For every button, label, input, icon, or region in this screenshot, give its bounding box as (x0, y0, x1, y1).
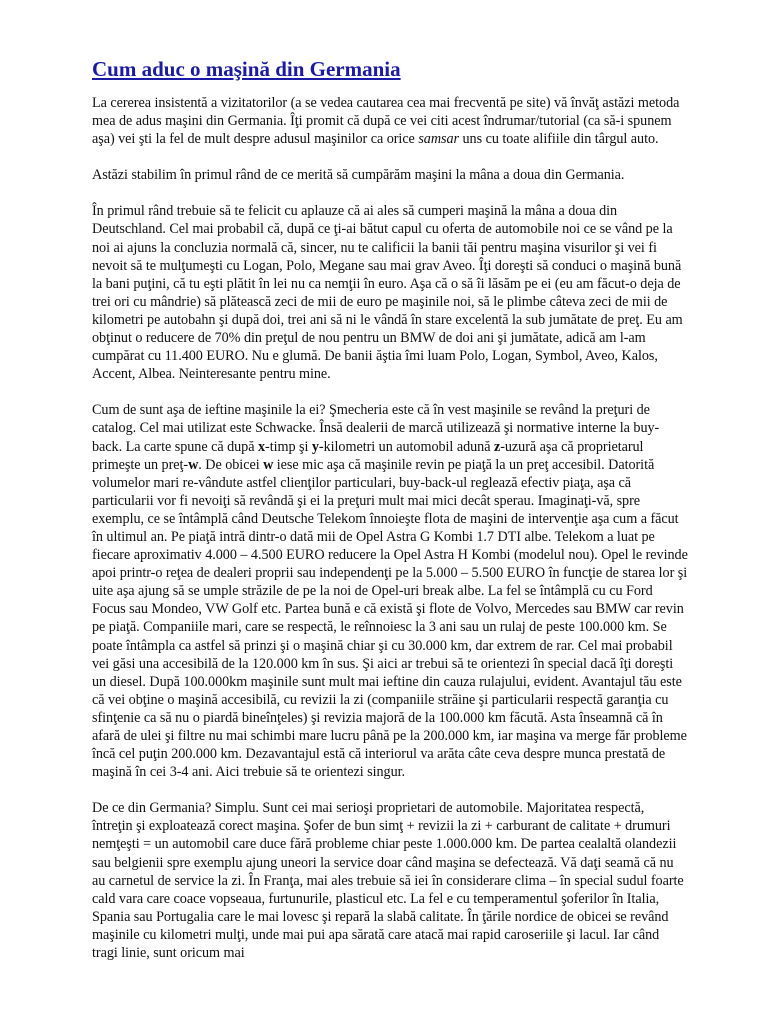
paragraph-why-cheap-text-3: -kilometri un automobil adună (318, 438, 494, 455)
variable-w-second: w (263, 456, 274, 473)
paragraph-why-cheap-text-1: Cum de sunt aşa de ieftine maşinile la ei? Şmecheria este că în vest maşinile se revând la preţuri de catalog. Cel mai utilizat este Schwacke. Însă dealerii de marcă utilizează şi normative interne la buy-back. La carte spune că după (92, 402, 660, 455)
paragraph-intro-text: La cererea insistentă a vizitatorilor (a se vedea cautarea cea mai frecventă pe site) vă învăţ astăzi metoda mea de adus maşini din Germania. Îţi promit că după ce vei citi acest îndrumar/tutorial (ca să-i spunem aşa) vei şti la fel de mult despre adusul maşinilor ca orice (92, 95, 680, 148)
paragraph-intro-italic: samsar (418, 131, 460, 148)
paragraph-why-germany: De ce din Germania? Simplu. Sunt cei mai serioşi proprietari de automobile. Majoritatea respectă, întreţin şi exploatează corect maşina. Şofer de bun simţ + revizii la zi + carburant de calitate + drumuri nemţeşti = un automobil care duce fără probleme chiar peste 1.000.000 km. De partea cealaltă olandezii sau belgienii spre exemplu ajung uneori la service doar când maşina se defectează. Vă daţi seamă că nu au carnetul de service la zi. În Franţa, mai ales trebuie să iei în considerare clima – în special sudul foarte cald vara care coace vopseaua, furtunurile, plasticul etc. La fel e cu temperamentul şoferilor în Italia, Spania sau Portugalia care le mai lovesc şi repară la slabă calitate. În ţările nordice de obicei se revând maşinile cu kilometri mulţi, unde mai pui apa sărată care atacă mai rapid caroseriile şi lacul. Iar când tragi linie, sunt oricum mai (92, 800, 684, 962)
variable-z: z (493, 438, 501, 455)
article-title-link[interactable]: Cum aduc o maşină din Germania (92, 57, 401, 81)
paragraph-why-cheap-text-5: . De obicei (198, 456, 264, 473)
paragraph-congratulations: În primul rând trebuie să te felicit cu aplauze că ai ales să cumperi maşină la mâna a doua din Deutschland. Cel mai probabil că, după ce ţi-ai bătut capul cu oferta de automobile noi ce se vând pe la noi ai ajuns la concluzia normală că, sincer, nu te calificii la banii tăi pentru maşina visurilor şi vei fi nevoit să te mulţumeşti cu Logan, Polo, Megane sau mai grav Aveo. Îţi doreşti să conduci o maşină bună la bani puţini, că tu eşti plătit în lei nu ca nemţii în euro. Aşa că o să îi lăsăm pe ei (eu am făcut-o deja de trei ori cu mândrie) să plătească zeci de mii de euro pe maşinile noi, să le plimbe câteva zeci de mii de kilometri pe autobahn şi după doi, trei ani să ni le vândă în stare excelentă la sub jumătate de preţ. Eu am obţinut o reducere de 70% din preţul de nou pentru un BMW de doi ani şi jumătate, adică am l-am cumpărat cu 11.400 EURO. Nu e glumă. De banii ăştia îmi luam Polo, Logan, Symbol, Aveo, Kalos, Accent, Albea. Neinteresante pentru mine. (92, 203, 683, 383)
paragraph-why-cheap-text-4: -uzură aşa că proprietarul primeşte un preţ- (92, 438, 644, 473)
variable-x: x (257, 438, 266, 455)
variable-w: w (188, 456, 199, 473)
paragraph-why-cheap (92, 401, 688, 781)
variable-y: y (311, 438, 319, 455)
paragraph-purpose: Astăzi stabilim în primul rând de ce merită să cumpărăm maşini la mâna a doua din Germania. (92, 167, 625, 184)
paragraph-why-cheap-text-6: iese mic aşa că maşinile revin pe piaţă la un preţ accesibil. Datorită volumelor mari re-vândute astfel clienţilor particulari, buy-back-ul reglează efectiv piaţa, aşa că particularii vor fi nevoiţi să revândă şi ei la preţuri mult mai mici decât sperau. Imaginaţi-vă, spre exemplu, ce se întâmplă când Deutsche Telekom înnoieşte flota de maşini de intervenţie aşa cum a făcut în ultimul an. Pe piaţă intră dintr-o dată mii de Opel Astra G Kombi 1.7 DTI albe. Telekom a luat pe fiecare aproximativ 4.000 – 4.500 EURO reducere la Opel Astra H Kombi (modelul nou). Opel le revinde apoi printr-o reţea de dealeri proprii sau independenţi pe la 5.000 – 5.500 EURO în funcţie de starea lor şi uite aşa ajung să se umple străzile de pe la noi de Opel-uri break albe. La fel se întâmplă cu cu Ford Focus sau Mondeo, VW Golf etc. Partea bună e că există şi flote de Volvo, Mercedes sau BMW car revin pe piaţă. Companiile mari, care se respectă, le reînnoiesc la 3 ani sau un rulaj de peste 100.000 km. Se poate întâmpla ca astfel să prinzi şi o maşină chiar şi cu 30.000 km, dar extrem de rar. Cel mai probabil vei găsi una accesibilă de la 120.000 km în sus. Şi aici ar trebui să te orientezi în special dacă îţi doreşti un diesel. După 100.000km maşinile sunt mult mai ieftine din cauza rulajului, evident. Avantajul tău este că vei obţine o maşină accesibilă, cu revizii la zi (companiile străine şi particularii respectă garanţia cu sfinţenie ca să nu o piardă bineînţeles) şi revizia majoră de la 100.000 km făcută. Asta înseamnă că în afară de ulei şi filtre nu mai schimbi mare lucru până pe la 200.000 km, iar maşina va merge făr probleme încă cel puţin 200.000 km. Dezavantajul estă că interiorul va arăta câte ceva despre munca prestată de maşină în cei 3-4 ani. Aici trebuie să te orientezi singur. (92, 456, 688, 781)
article (92, 56, 688, 980)
paragraph-intro-text-end: uns cu toate alifiile din târgul auto. (459, 131, 659, 148)
paragraph-intro (92, 94, 688, 148)
paragraph-why-cheap-text-2: -timp şi (265, 438, 312, 455)
